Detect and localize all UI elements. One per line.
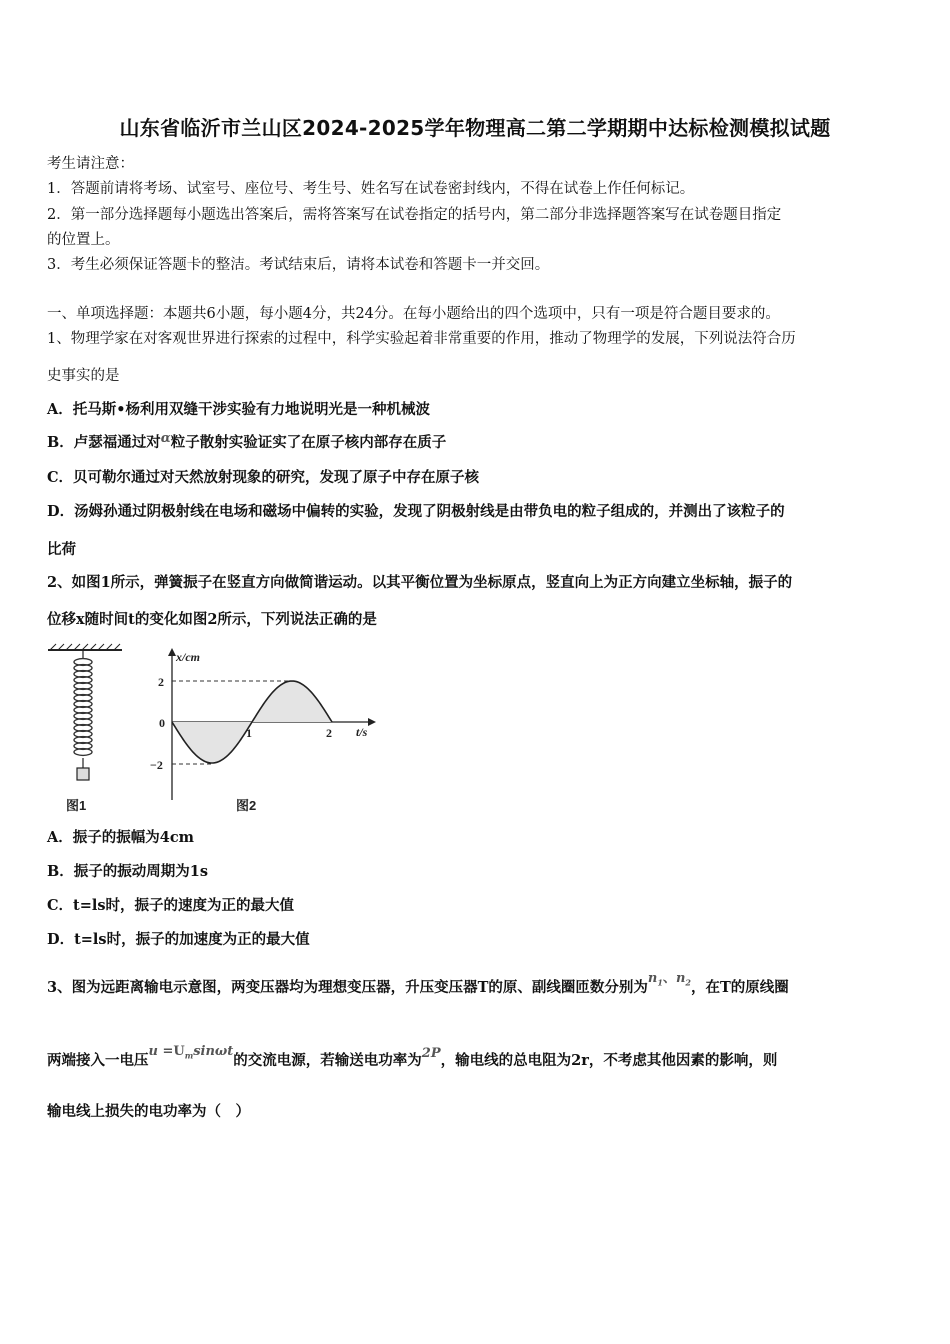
n2-symbol	[676, 971, 691, 986]
power-expression: 2P	[421, 1046, 441, 1061]
y-tick-2: 2	[158, 675, 164, 689]
q2-option-a: A．振子的振幅为4cm	[47, 829, 195, 846]
y-tick-neg2: −2	[150, 758, 163, 772]
y-axis-arrow	[168, 648, 176, 656]
q1-option-d: D．汤姆孙通过阴极射线在电场和磁场中偏转的实验，发现了阴极射线是由带负电的粒子组成的，并测出了该粒子的	[47, 503, 785, 520]
voltage-expression	[149, 1044, 234, 1059]
q3-text: 两端接入一电压	[47, 1052, 149, 1069]
spring-coils	[74, 659, 92, 756]
x-axis-arrow	[368, 718, 376, 726]
notice-item: 2．第一部分选择题每小题选出答案后，需将答案写在试卷指定的括号内，第二部分非选择题答案写在试卷题目指定	[47, 207, 782, 223]
y-axis-label: x/cm	[176, 650, 200, 664]
n1-subscript: 1	[657, 977, 663, 988]
q2-figure-svg	[40, 640, 390, 820]
n1-symbol	[648, 971, 663, 986]
oscillator-block	[77, 768, 89, 780]
question-3-stem	[47, 971, 789, 998]
figure-1-label: 图1	[66, 798, 87, 813]
voltage-eq: =U	[157, 1044, 185, 1059]
notice-item: 3．考生必须保证答题卡的整洁。考试结束后，请将本试卷和答题卡一并交回。	[47, 257, 550, 273]
q1-option-c: C．贝可勒尔通过对天然放射现象的研究，发现了原子中存在原子核	[47, 469, 480, 486]
q2-option-c: C．t=ls时，振子的速度为正的最大值	[47, 897, 295, 914]
q1-option-b-text: 粒子散射实验证实了在原子核内部存在质子	[170, 434, 447, 451]
x-tick-2: 2	[326, 726, 332, 740]
q1-option-d-cont: 比荷	[47, 541, 76, 558]
q3-text: ，在T的原线圈	[690, 979, 789, 996]
q2-figure	[40, 640, 390, 820]
q3-text: 3、图为远距离输电示意图，两变压器均为理想变压器，升压变压器T的原、副线圈匝数分别为	[47, 979, 648, 996]
question-2-stem: 位移x随时间t的变化如图2所示，下列说法正确的是	[47, 611, 377, 628]
q3-text: ，输电线的总电阻为2r，不考虑其他因素的影响，则	[440, 1052, 778, 1069]
voltage-sub: m	[184, 1050, 194, 1061]
q2-option-d: D．t=ls时，振子的加速度为正的最大值	[47, 931, 310, 948]
n2-subscript: 2	[685, 977, 691, 988]
separator: 、	[662, 971, 676, 986]
notice-heading: 考生请注意：	[47, 156, 134, 172]
y-tick-0: 0	[159, 716, 165, 730]
question-3-stem	[47, 1044, 778, 1071]
q1-option-b	[47, 431, 446, 452]
voltage-rest: sinωt	[193, 1044, 234, 1059]
page-title: 山东省临沂市兰山区2024-2025学年物理高二第二学期期中达标检测模拟试题	[119, 116, 831, 140]
xt-chart	[150, 648, 376, 813]
figure-2-label: 图2	[236, 798, 257, 813]
question-2-stem: 2、如图1所示，弹簧振子在竖直方向做简谐运动。以其平衡位置为坐标原点，竖直向上为正方向建立坐标轴，振子的	[47, 574, 793, 591]
question-1-stem: 史事实的是	[47, 368, 120, 384]
question-3-stem: 输电线上损失的电功率为（ ）	[47, 1103, 250, 1120]
x-tick-1: 1	[246, 726, 252, 740]
q1-option-b-text: B．卢瑟福通过对	[47, 434, 161, 451]
n1-letter: n	[647, 971, 658, 986]
n2-letter: n	[675, 971, 686, 986]
spring-oscillator	[48, 644, 122, 813]
section-heading: 一、单项选择题：本题共6小题，每小题4分，共24分。在每小题给出的四个选项中，只有一项是符合题目要求的。	[47, 306, 780, 322]
voltage-u: u	[148, 1044, 158, 1059]
q1-option-a: A．托马斯•杨利用双缝干涉实验有力地说明光是一种机械波	[47, 401, 431, 418]
question-1-stem: 1、物理学家在对客观世界进行探索的过程中，科学实验起着非常重要的作用，推动了物理学的发展，下列说法符合历	[47, 331, 796, 347]
notice-item: 的位置上。	[47, 232, 120, 248]
q2-option-b: B．振子的振动周期为1s	[47, 863, 209, 880]
x-axis-label: t/s	[356, 725, 368, 739]
alpha-symbol: α	[160, 431, 171, 446]
notice-item: 1．答题前请将考场、试室号、座位号、考生号、姓名写在试卷密封线内，不得在试卷上作任何标记。	[47, 181, 695, 197]
q3-text: 的交流电源，若输送电功率为	[233, 1052, 422, 1069]
